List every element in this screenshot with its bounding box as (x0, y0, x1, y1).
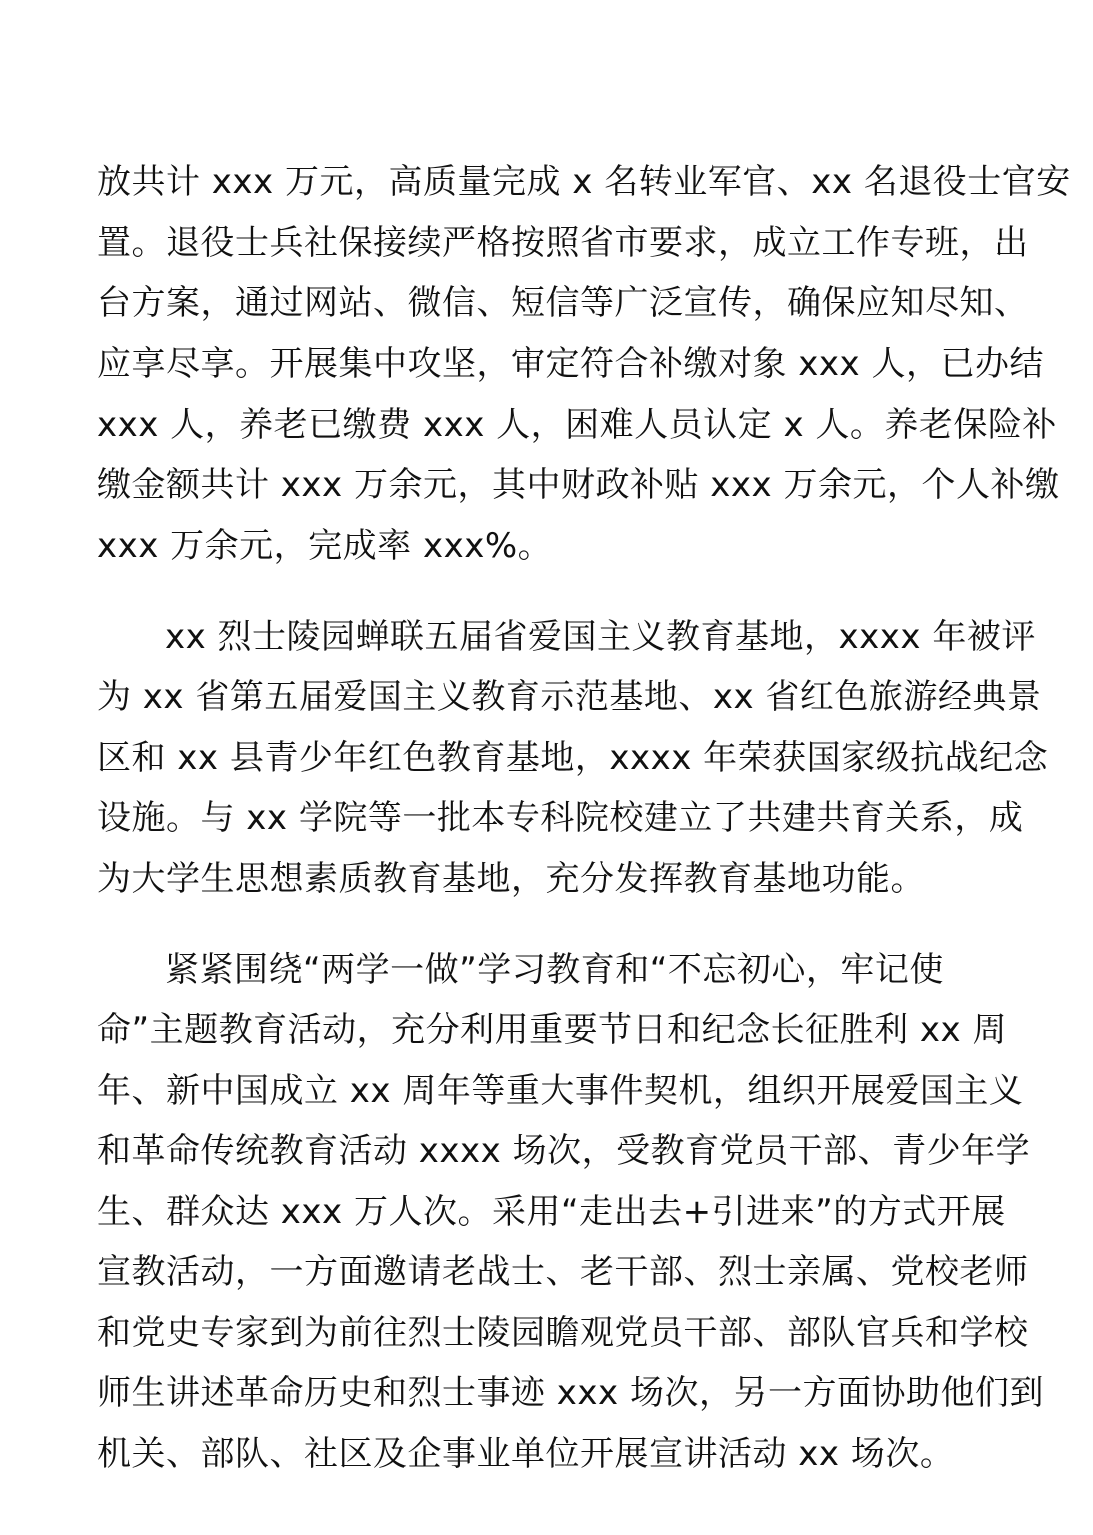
paragraph-1-line-5: xxx 人，养老已缴费 xxx 人，困难人员认定 x 人。养老保险补 (97, 405, 1057, 445)
paragraph-2-line-2: 为 xx 省第五届爱国主义教育示范基地、xx 省红色旅游经典景 (97, 677, 1042, 717)
paragraph-2-line-3: 区和 xx 县青少年红色教育基地，xxxx 年荣获国家级抗战纪念 (97, 738, 1049, 778)
paragraph-1-line-6: 缴金额共计 xxx 万余元，其中财政补贴 xxx 万余元，个人补缴 (97, 465, 1060, 505)
paragraph-3-line-9: 机关、部队、社区及企事业单位开展宣讲活动 xx 场次。 (97, 1434, 955, 1474)
paragraph-3-line-3: 年、新中国成立 xx 周年等重大事件契机，组织开展爱国主义 (97, 1071, 1024, 1111)
paragraph-3-line-8: 师生讲述革命历史和烈士事迹 xxx 场次，另一方面协助他们到 (97, 1373, 1044, 1413)
paragraph-2-line-1: xx 烈士陵园蝉联五届省爱国主义教育基地，xxxx 年被评 (165, 617, 1036, 657)
paragraph-3-line-6: 宣教活动，一方面邀请老战士、老干部、烈士亲属、党校老师 (97, 1252, 1029, 1292)
paragraph-2-line-4: 设施。与 xx 学院等一批本专科院校建立了共建共育关系，成 (97, 798, 1024, 838)
paragraph-3-line-2: 命”主题教育活动，充分利用重要节日和纪念长征胜利 xx 周 (97, 1010, 1007, 1050)
paragraph-1-line-2: 置。退役士兵社保接续严格按照省市要求，成立工作专班，出 (97, 223, 1029, 263)
paragraph-3-line-4: 和革命传统教育活动 xxxx 场次，受教育党员干部、青少年学 (97, 1131, 1031, 1171)
paragraph-1-line-4: 应享尽享。开展集中攻坚，审定符合补缴对象 xxx 人，已办结 (97, 344, 1044, 384)
paragraph-2-line-5: 为大学生思想素质教育基地，充分发挥教育基地功能。 (97, 859, 925, 899)
paragraph-1-line-1: 放共计 xxx 万元，高质量完成 x 名转业军官、xx 名退役士官安 (97, 162, 1071, 202)
paragraph-3-line-1: 紧紧围绕“两学一做”学习教育和“不忘初心，牢记使 (165, 950, 944, 990)
paragraph-3-line-7: 和党史专家到为前往烈士陵园瞻观党员干部、部队官兵和学校 (97, 1313, 1029, 1353)
paragraph-1-line-3: 台方案，通过网站、微信、短信等广泛宣传，确保应知尽知、 (97, 283, 1029, 323)
paragraph-1-line-7: xxx 万余元，完成率 xxx%。 (97, 526, 553, 566)
paragraph-3-line-5: 生、群众达 xxx 万人次。采用“走出去+引进来”的方式开展 (97, 1192, 1006, 1232)
